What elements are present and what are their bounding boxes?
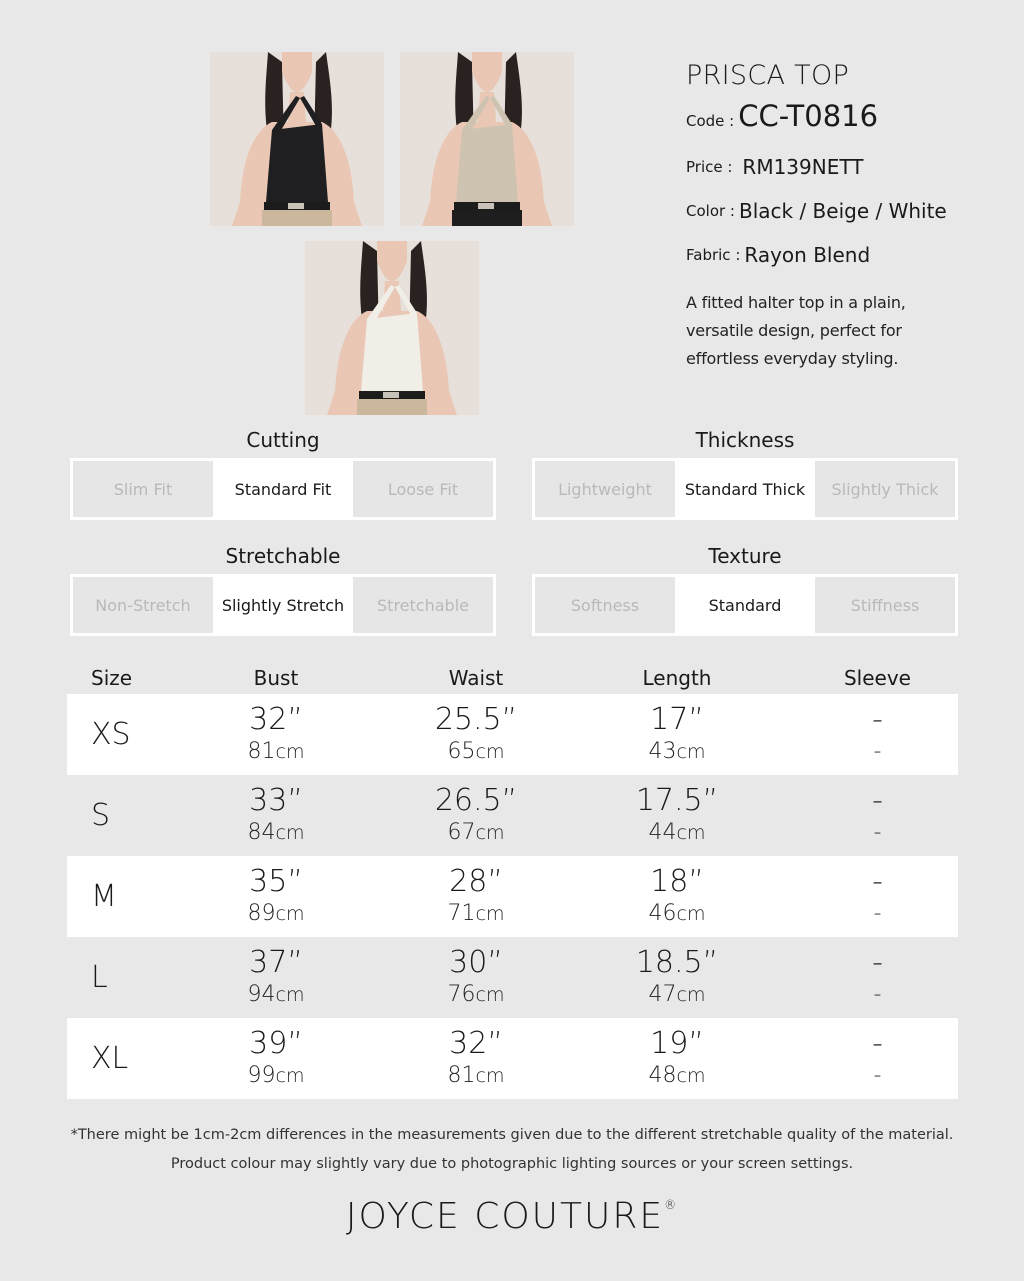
cm-unit: cm [475,821,505,844]
bust-cell [157,865,395,929]
size-cell: M [91,879,117,914]
size-chart [67,662,958,1099]
header-length: Length [642,666,712,690]
stretch-option-non: Non-Stretch [95,595,191,615]
sleeve-cm-value: - [873,738,882,764]
length-inches: 17” [650,701,704,737]
texture-title: Texture [708,544,782,568]
waist-inches: 26.5” [434,782,518,818]
bust-centimeters [157,980,395,1010]
sleeve-inches: - [872,863,883,899]
sleeve-cell [797,703,958,767]
header-bust: Bust [253,666,299,690]
waist-inches: 25.5” [434,701,518,737]
sleeve-cell [797,946,958,1010]
bust-cm-value: 81 [247,738,276,764]
waist-centimeters [395,1061,557,1091]
waist-cm-value: 65 [447,738,476,764]
price-label: Price : [686,158,733,176]
thickness-option-lightweight: Lightweight [558,479,652,499]
sleeve-centimeters [797,818,958,848]
size-cell: XL [91,1041,129,1076]
product-title: PRISCA TOP [686,60,850,91]
sleeve-cm-value: - [873,981,882,1007]
color-label: Color : [686,202,735,220]
product-color: Black / Beige / White [738,199,947,223]
length-cell [557,865,797,929]
sleeve-cm-value: - [873,900,882,926]
length-cm-value: 43 [648,738,677,764]
cm-unit: cm [275,821,305,844]
sleeve-centimeters [797,980,958,1010]
waist-cm-value: 81 [447,1062,476,1088]
length-cm-value: 46 [648,900,677,926]
code-label: Code : [686,112,735,130]
texture-option-softness: Softness [570,595,640,615]
waist-cm-value: 71 [447,900,476,926]
waist-cell [395,703,557,767]
cm-unit: cm [475,902,505,925]
length-cm-value: 44 [648,819,677,845]
waist-inches: 30” [449,944,503,980]
brand-logo [0,1196,1024,1237]
bust-inches: 33” [249,782,303,818]
bust-cell [157,703,395,767]
cutting-option-standard: Standard Fit [213,461,353,517]
sleeve-centimeters [797,737,958,767]
cutting-scale [70,428,496,520]
cm-unit: cm [676,740,706,763]
measurement-note: *There might be 1cm-2cm differences in the measurements given due to the different stretchable quality of the material. [70,1127,954,1143]
colour-note: Product colour may slightly vary due to photographic lighting sources or your screen settings. [170,1156,854,1172]
length-inches: 17.5” [635,782,719,818]
thickness-title: Thickness [695,428,795,452]
waist-centimeters [395,737,557,767]
header-waist: Waist [448,666,504,690]
stretch-option-slightly: Slightly Stretch [213,577,353,633]
table-row [67,1018,958,1099]
cm-unit: cm [676,902,706,925]
length-cm-value: 48 [648,1062,677,1088]
bust-inches: 32” [249,701,303,737]
waist-inches: 28” [449,863,503,899]
sleeve-cm-value: - [873,1062,882,1088]
length-centimeters [557,1061,797,1091]
size-chart-header [67,662,958,694]
header-size: Size [91,666,133,690]
cm-unit: cm [475,983,505,1006]
cutting-title: Cutting [246,428,320,452]
sleeve-inches: - [872,782,883,818]
thickness-scale [532,428,958,520]
table-row [67,775,958,856]
waist-cell [395,784,557,848]
black-top-photo [210,52,384,226]
bust-cm-value: 99 [247,1062,276,1088]
cm-unit: cm [275,1064,305,1087]
bust-inches: 37” [249,944,303,980]
sleeve-centimeters [797,1061,958,1091]
registered-mark: ® [664,1198,679,1212]
table-row [67,937,958,1018]
waist-centimeters [395,899,557,929]
cm-unit: cm [475,1064,505,1087]
bust-inches: 35” [249,863,303,899]
size-cell: S [91,798,111,833]
product-info [686,60,976,373]
texture-option-standard: Standard [675,577,815,633]
sleeve-cell [797,784,958,848]
sleeve-inches: - [872,1025,883,1061]
bust-cell [157,1027,395,1091]
length-centimeters [557,818,797,848]
sleeve-inches: - [872,701,883,737]
cm-unit: cm [275,902,305,925]
product-code: CC-T0816 [738,99,879,133]
bust-cm-value: 94 [247,981,276,1007]
bust-cell [157,946,395,1010]
model-illustration [305,241,479,415]
stretch-option-stretchable: Stretchable [377,595,469,615]
waist-centimeters [395,980,557,1010]
cm-unit: cm [275,740,305,763]
product-fabric: Rayon Blend [744,243,871,267]
cm-unit: cm [275,983,305,1006]
brand-name: JOYCE COUTURE [345,1196,665,1237]
length-centimeters [557,737,797,767]
length-centimeters [557,899,797,929]
texture-option-stiffness: Stiffness [850,595,920,615]
table-row [67,694,958,775]
waist-cm-value: 76 [447,981,476,1007]
sleeve-inches: - [872,944,883,980]
sleeve-cm-value: - [873,819,882,845]
length-cell [557,1027,797,1091]
bust-centimeters [157,899,395,929]
bust-cell [157,784,395,848]
bust-inches: 39” [249,1025,303,1061]
size-cell: XS [91,717,131,752]
bust-centimeters [157,737,395,767]
size-cell: L [91,960,108,995]
waist-cell [395,946,557,1010]
header-sleeve: Sleeve [843,666,911,690]
length-cell [557,784,797,848]
table-row [67,856,958,937]
fabric-label: Fabric : [686,246,741,264]
length-inches: 18” [650,863,704,899]
bust-cm-value: 89 [247,900,276,926]
cm-unit: cm [676,821,706,844]
beige-top-photo [400,52,574,226]
texture-scale [532,544,958,636]
cutting-option-loose: Loose Fit [387,479,459,499]
product-price: RM139NETT [742,155,864,179]
waist-cell [395,1027,557,1091]
stretchable-scale [70,544,496,636]
length-cm-value: 47 [648,981,677,1007]
bust-cm-value: 84 [247,819,276,845]
stretchable-title: Stretchable [225,544,341,568]
cm-unit: cm [676,1064,706,1087]
cm-unit: cm [676,983,706,1006]
bust-centimeters [157,818,395,848]
thickness-option-slightly-thick: Slightly Thick [831,479,939,499]
product-description: A fitted halter top in a plain, versatile design, perfect for effortless everyday styling. [686,293,906,368]
sleeve-cell [797,1027,958,1091]
length-inches: 18.5” [635,944,719,980]
length-centimeters [557,980,797,1010]
waist-centimeters [395,818,557,848]
waist-cell [395,865,557,929]
cutting-option-slim: Slim Fit [113,479,173,499]
waist-inches: 32” [449,1025,503,1061]
length-inches: 19” [650,1025,704,1061]
white-top-photo [305,241,479,415]
model-illustration [210,52,384,226]
length-cell [557,703,797,767]
sleeve-centimeters [797,899,958,929]
thickness-option-standard: Standard Thick [675,461,815,517]
waist-cm-value: 67 [447,819,476,845]
length-cell [557,946,797,1010]
bust-centimeters [157,1061,395,1091]
model-illustration [400,52,574,226]
sleeve-cell [797,865,958,929]
cm-unit: cm [475,740,505,763]
